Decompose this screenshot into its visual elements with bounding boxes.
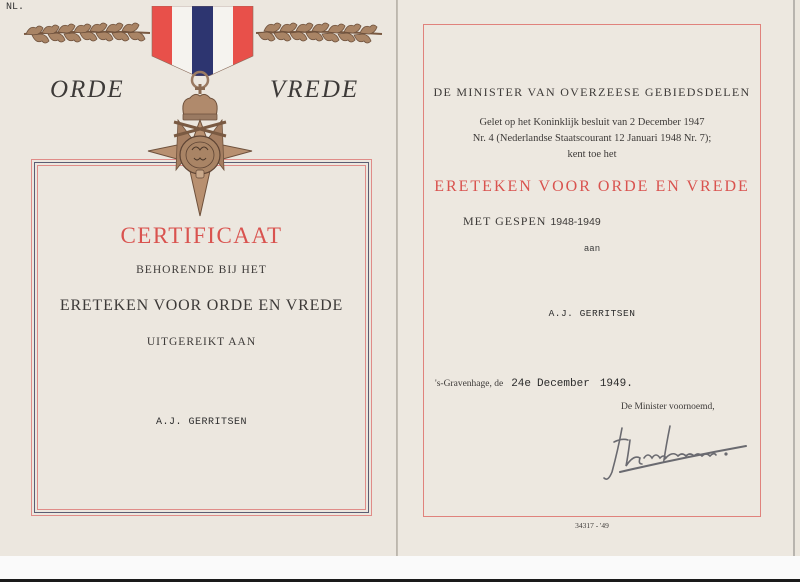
preamble-line-2: Nr. 4 (Nederlandse Staatscourant 12 Januari 1948 Nr. 7); [472,133,712,144]
medal-cross-icon [140,70,260,220]
awarded-decoration-name: ERETEKEN VOOR ORDE EN VREDE [434,178,750,195]
preamble-line-1: Gelet op het Koninklijk besluit van 2 December 1947 [479,117,705,128]
preamble-line-3: kent toe het [567,149,617,160]
medal-ribbon-icon [151,6,254,76]
scan-right-edge [793,0,795,556]
date-day: 24e [511,378,531,390]
clasps-label: MET GESPEN [463,214,547,228]
motto-vrede: VREDE [270,76,360,103]
clasps-line [463,214,601,229]
date-year: 1949. [599,378,633,390]
date-month: December [537,378,590,390]
certificate-subtitle: BEHORENDE BIJ HET [136,264,267,276]
place-date-line [435,373,633,391]
minister-heading: DE MINISTER VAN OVERZEESE GEBIEDSDELEN [433,85,751,99]
print-code: 34317 - '49 [575,521,609,530]
to-label: aan [583,244,601,254]
corner-mark: NL. [6,2,25,13]
oak-branch-right-icon [254,20,384,46]
clasps-years: 1948-1949 [550,216,601,228]
signatory-label: De Minister voornoemd, [621,402,715,412]
place-label: 's-Gravenhage, de [435,379,504,389]
certificate-title: CERTIFICAAT [120,223,283,248]
signature-icon [600,420,750,490]
motto-orde: ORDE [50,76,125,103]
decoration-name: ERETEKEN VOOR ORDE EN VREDE [59,297,344,314]
recipient-name-right: A.J. GERRITSEN [548,308,636,319]
oak-branch-left-icon [22,20,152,46]
issued-to-label: UITGEREIKT AAN [146,336,257,348]
recipient-name: A.J. GERRITSEN [155,417,247,428]
